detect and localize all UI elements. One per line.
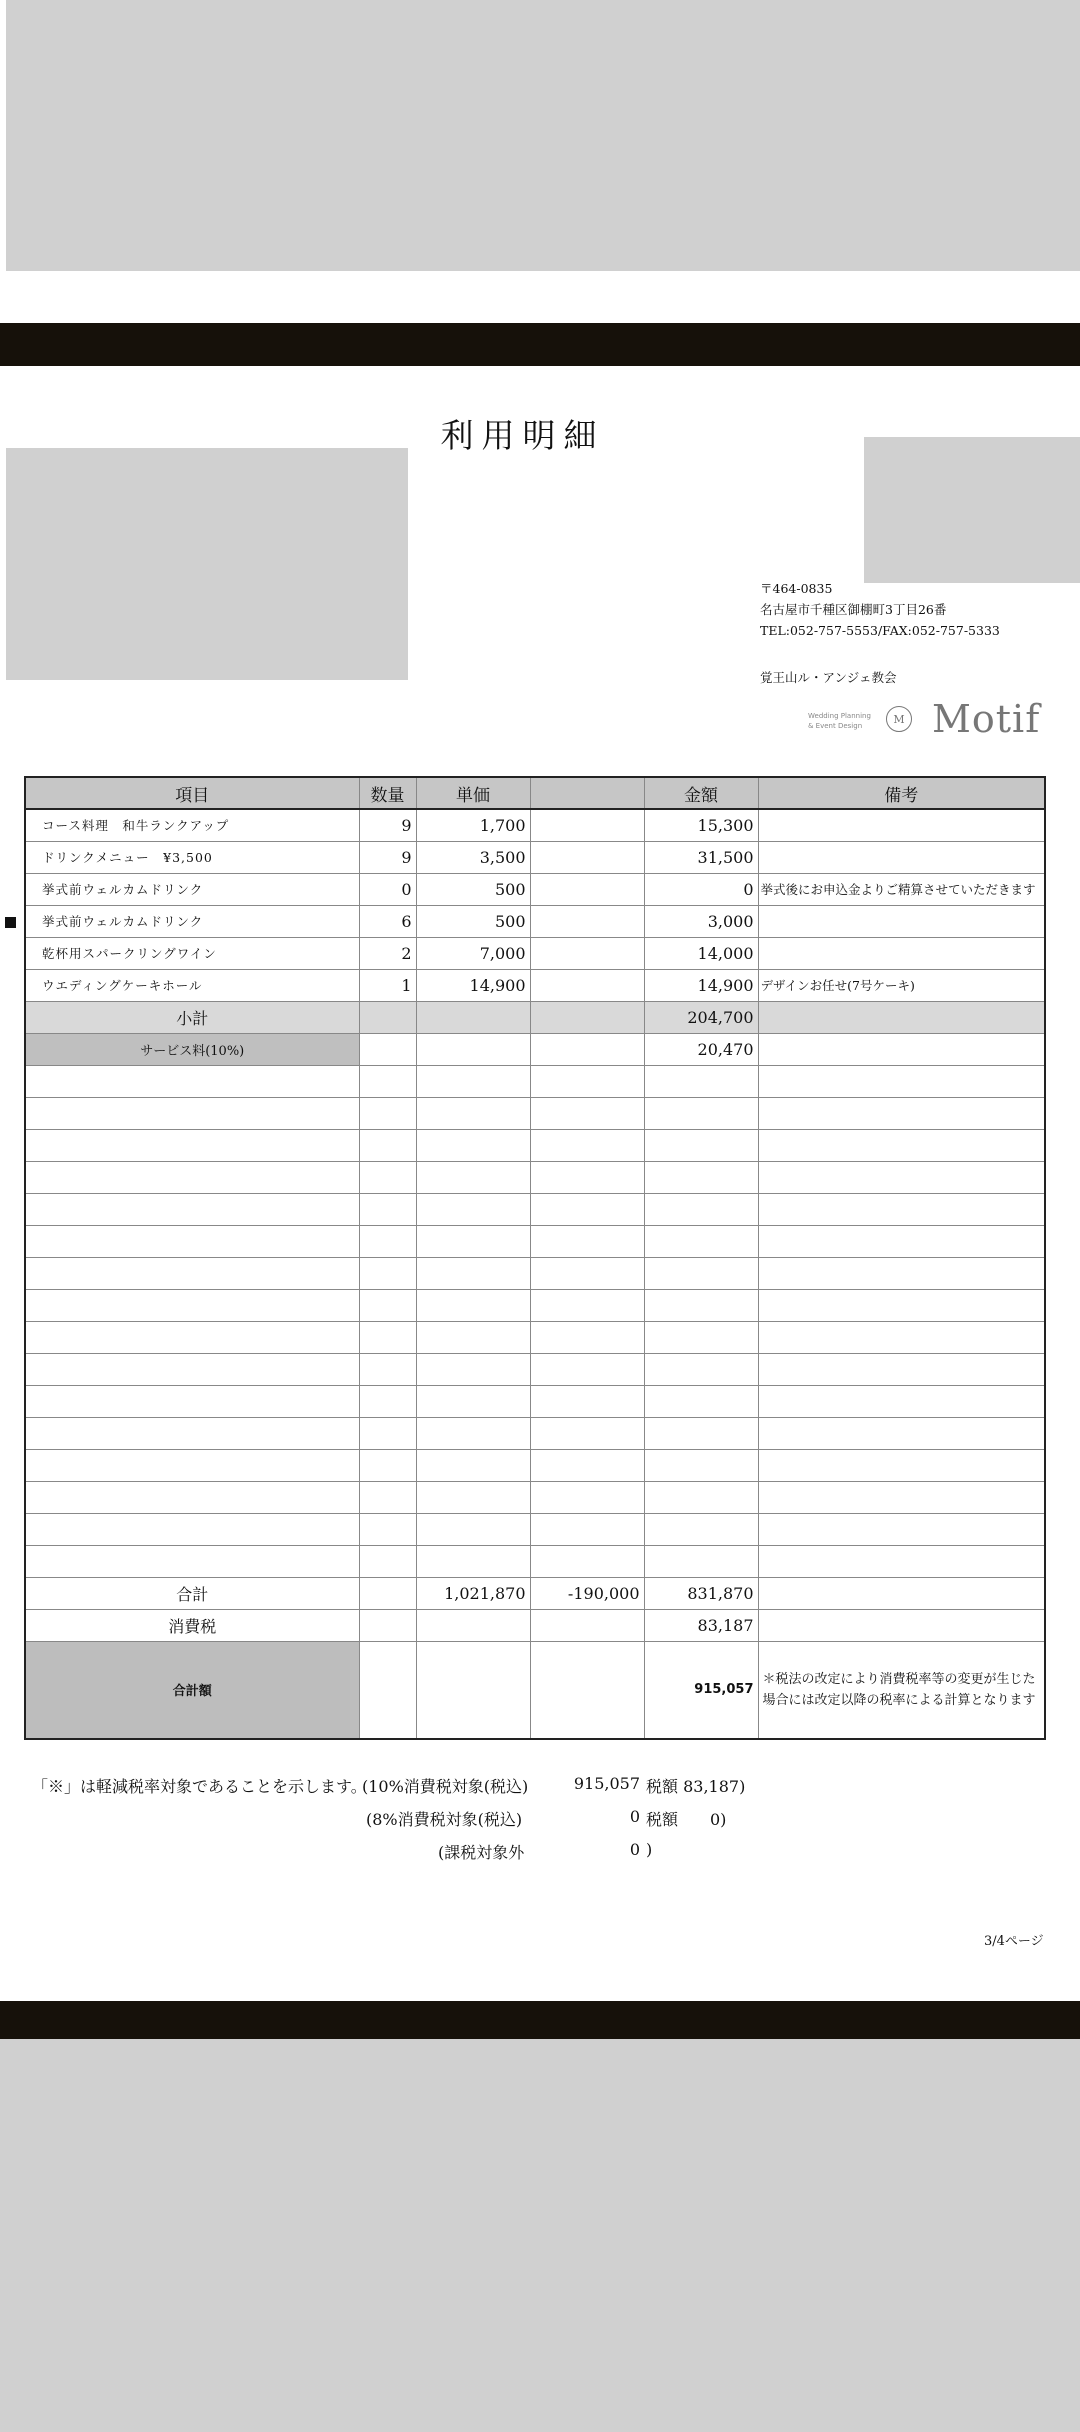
empty-cell: [758, 1577, 1045, 1609]
subtotal-row: [25, 1001, 1045, 1033]
table-header-row: [25, 777, 1045, 809]
empty-cell: [644, 1289, 758, 1321]
item-unit-price: 7,000: [416, 937, 530, 969]
table-row: [25, 873, 1045, 905]
empty-cell: [758, 1353, 1045, 1385]
empty-cell: [25, 1257, 359, 1289]
header-adjustment: [530, 777, 644, 809]
blank-row: [25, 1417, 1045, 1449]
empty-cell: [25, 1321, 359, 1353]
logo-tagline-1: Wedding Planning: [808, 712, 871, 720]
logo-tagline: [808, 711, 871, 731]
empty-cell: [758, 1097, 1045, 1129]
empty-cell: [359, 1033, 416, 1065]
item-amount: 14,000: [644, 937, 758, 969]
item-note: [758, 809, 1045, 841]
empty-cell: [359, 1609, 416, 1641]
empty-cell: [758, 1289, 1045, 1321]
empty-cell: [530, 1321, 644, 1353]
empty-cell: [416, 1129, 530, 1161]
empty-cell: [758, 1417, 1045, 1449]
blank-row: [25, 1545, 1045, 1577]
logo-tagline-2: & Event Design: [808, 722, 863, 730]
item-amount: 15,300: [644, 809, 758, 841]
tax-amount: 83,187: [644, 1609, 758, 1641]
empty-cell: [359, 1225, 416, 1257]
empty-cell: [530, 1545, 644, 1577]
empty-cell: [359, 1257, 416, 1289]
header-unit-price: 単価: [416, 777, 530, 809]
empty-cell: [530, 1289, 644, 1321]
empty-cell: [644, 1353, 758, 1385]
bottom-divider-band: [0, 2001, 1080, 2039]
empty-cell: [758, 1609, 1045, 1641]
item-adjustment: [530, 809, 644, 841]
empty-cell: [359, 1321, 416, 1353]
empty-cell: [416, 1641, 530, 1739]
grand-total-label: 合計額: [25, 1641, 359, 1739]
logo-mark-icon: M: [886, 706, 912, 732]
empty-cell: [416, 1001, 530, 1033]
blank-row: [25, 1193, 1045, 1225]
blank-row: [25, 1225, 1045, 1257]
page-title: 利用明細: [440, 416, 605, 455]
empty-cell: [416, 1097, 530, 1129]
empty-cell: [416, 1033, 530, 1065]
item-adjustment: [530, 937, 644, 969]
empty-cell: [530, 1161, 644, 1193]
empty-cell: [530, 1001, 644, 1033]
item-unit-price: 500: [416, 905, 530, 937]
table-row: [25, 937, 1045, 969]
blank-row: [25, 1449, 1045, 1481]
tax-row: [25, 1609, 1045, 1641]
empty-cell: [644, 1321, 758, 1353]
subtotal-label: 小計: [25, 1001, 359, 1033]
item-adjustment: [530, 969, 644, 1001]
empty-cell: [416, 1161, 530, 1193]
tax-label: 消費税: [25, 1609, 359, 1641]
empty-cell: [416, 1385, 530, 1417]
item-qty: 9: [359, 809, 416, 841]
street-address: 名古屋市千種区御棚町3丁目26番: [760, 602, 947, 617]
usage-detail-table: [24, 776, 1046, 1740]
empty-cell: [359, 1161, 416, 1193]
empty-cell: [530, 1641, 644, 1739]
venue-name: 覚王山ル・アンジェ教会: [760, 670, 897, 685]
item-adjustment: [530, 873, 644, 905]
empty-cell: [758, 1193, 1045, 1225]
top-divider-band: [0, 323, 1080, 366]
company-logo: [808, 697, 1041, 745]
blank-row: [25, 1257, 1045, 1289]
empty-cell: [530, 1417, 644, 1449]
blank-row: [25, 1513, 1045, 1545]
header-qty: 数量: [359, 777, 416, 809]
tax10-label: (10%消費税対象(税込): [362, 1777, 529, 1796]
total-unit: 1,021,870: [416, 1577, 530, 1609]
row-marker: [5, 917, 16, 928]
redacted-footer-area: [0, 2039, 1080, 2432]
table-row: [25, 969, 1045, 1001]
non-taxable-value: 0: [629, 1840, 640, 1859]
empty-cell: [25, 1097, 359, 1129]
non-taxable-label: (課税対象外: [438, 1843, 525, 1862]
empty-cell: [758, 1321, 1045, 1353]
blank-row: [25, 1161, 1045, 1193]
empty-cell: [25, 1289, 359, 1321]
empty-cell: [359, 1289, 416, 1321]
item-unit-price: 14,900: [416, 969, 530, 1001]
empty-cell: [758, 1033, 1045, 1065]
empty-cell: [416, 1545, 530, 1577]
item-unit-price: 1,700: [416, 809, 530, 841]
empty-cell: [530, 1065, 644, 1097]
empty-cell: [359, 1129, 416, 1161]
empty-cell: [530, 1449, 644, 1481]
empty-cell: [758, 1449, 1045, 1481]
empty-cell: [758, 1481, 1045, 1513]
item-qty: 1: [359, 969, 416, 1001]
postal-code: 〒464-0835: [760, 581, 833, 596]
empty-cell: [25, 1513, 359, 1545]
empty-cell: [359, 1545, 416, 1577]
empty-cell: [25, 1161, 359, 1193]
item-amount: 3,000: [644, 905, 758, 937]
item-adjustment: [530, 905, 644, 937]
empty-cell: [530, 1225, 644, 1257]
empty-cell: [359, 1001, 416, 1033]
item-amount: 31,500: [644, 841, 758, 873]
empty-cell: [25, 1481, 359, 1513]
blank-row: [25, 1129, 1045, 1161]
header-amount: 金額: [644, 777, 758, 809]
tax8-tax: 税額 0): [646, 1810, 727, 1829]
subtotal-amount: 204,700: [644, 1001, 758, 1033]
empty-cell: [530, 1481, 644, 1513]
empty-cell: [530, 1513, 644, 1545]
item-amount: 0: [644, 873, 758, 905]
blank-row: [25, 1289, 1045, 1321]
empty-cell: [359, 1641, 416, 1739]
blank-row: [25, 1065, 1045, 1097]
reduced-tax-note: 「※」は軽減税率対象であることを示します。: [32, 1777, 367, 1796]
empty-cell: [644, 1161, 758, 1193]
empty-cell: [416, 1513, 530, 1545]
service-label: サービス料(10%): [25, 1033, 359, 1065]
empty-cell: [359, 1097, 416, 1129]
empty-cell: [644, 1225, 758, 1257]
item-unit-price: 500: [416, 873, 530, 905]
empty-cell: [359, 1385, 416, 1417]
empty-cell: [416, 1065, 530, 1097]
non-taxable-close: ): [646, 1840, 653, 1859]
item-name: ドリンクメニュー ¥3,500: [25, 841, 359, 873]
empty-cell: [758, 1225, 1045, 1257]
empty-cell: [416, 1417, 530, 1449]
empty-cell: [530, 1609, 644, 1641]
empty-cell: [644, 1385, 758, 1417]
item-name: 挙式前ウェルカムドリンク: [25, 905, 359, 937]
empty-cell: [359, 1353, 416, 1385]
empty-cell: [359, 1193, 416, 1225]
empty-cell: [644, 1513, 758, 1545]
service-row: [25, 1033, 1045, 1065]
phone-fax: TEL:052-757-5553/FAX:052-757-5333: [760, 623, 1000, 638]
item-note: デザインお任せ(7号ケーキ): [758, 969, 1045, 1001]
redacted-stamp-area: [864, 437, 1080, 583]
item-note: [758, 905, 1045, 937]
grand-total-row: [25, 1641, 1045, 1739]
table-row: [25, 905, 1045, 937]
empty-cell: [25, 1225, 359, 1257]
empty-cell: [644, 1129, 758, 1161]
item-qty: 0: [359, 873, 416, 905]
tax10-tax: 税額 83,187): [646, 1777, 746, 1796]
empty-cell: [359, 1577, 416, 1609]
empty-cell: [644, 1097, 758, 1129]
empty-cell: [25, 1193, 359, 1225]
empty-cell: [530, 1097, 644, 1129]
empty-cell: [25, 1353, 359, 1385]
empty-cell: [644, 1481, 758, 1513]
item-note: 挙式後にお申込金よりご精算させていただきます: [758, 873, 1045, 905]
item-qty: 6: [359, 905, 416, 937]
empty-cell: [758, 1001, 1045, 1033]
empty-cell: [758, 1065, 1045, 1097]
empty-cell: [530, 1129, 644, 1161]
item-amount: 14,900: [644, 969, 758, 1001]
blank-row: [25, 1385, 1045, 1417]
logo-name: Motif: [932, 697, 1041, 741]
grand-total-amount: 915,057: [644, 1641, 758, 1739]
empty-cell: [644, 1257, 758, 1289]
empty-cell: [416, 1609, 530, 1641]
item-name: ウエディングケーキホール: [25, 969, 359, 1001]
empty-cell: [644, 1449, 758, 1481]
empty-cell: [758, 1385, 1045, 1417]
tax8-label: (8%消費税対象(税込): [366, 1810, 523, 1829]
table-row: [25, 841, 1045, 873]
empty-cell: [530, 1193, 644, 1225]
empty-cell: [530, 1033, 644, 1065]
redacted-recipient-block: [6, 448, 408, 680]
empty-cell: [25, 1065, 359, 1097]
item-adjustment: [530, 841, 644, 873]
item-note: [758, 841, 1045, 873]
empty-cell: [416, 1481, 530, 1513]
empty-cell: [359, 1481, 416, 1513]
empty-cell: [416, 1289, 530, 1321]
empty-cell: [758, 1545, 1045, 1577]
empty-cell: [416, 1321, 530, 1353]
item-unit-price: 3,500: [416, 841, 530, 873]
empty-cell: [758, 1257, 1045, 1289]
item-qty: 9: [359, 841, 416, 873]
header-item: 項目: [25, 777, 359, 809]
empty-cell: [25, 1385, 359, 1417]
redacted-header-area: [6, 0, 1080, 271]
blank-row: [25, 1481, 1045, 1513]
grand-total-note: ＊税法の改定により消費税率等の変更が生じた場合には改定以降の税率による計算となります: [758, 1641, 1045, 1739]
empty-cell: [25, 1129, 359, 1161]
empty-cell: [758, 1513, 1045, 1545]
blank-row: [25, 1321, 1045, 1353]
item-note: [758, 937, 1045, 969]
empty-cell: [25, 1417, 359, 1449]
empty-cell: [416, 1193, 530, 1225]
empty-cell: [359, 1513, 416, 1545]
empty-cell: [758, 1129, 1045, 1161]
empty-cell: [416, 1257, 530, 1289]
empty-cell: [359, 1417, 416, 1449]
tax10-value: 915,057: [573, 1774, 640, 1793]
empty-cell: [644, 1065, 758, 1097]
empty-cell: [359, 1065, 416, 1097]
item-name: コース料理 和牛ランクアップ: [25, 809, 359, 841]
empty-cell: [359, 1449, 416, 1481]
total-label: 合計: [25, 1577, 359, 1609]
item-qty: 2: [359, 937, 416, 969]
blank-row: [25, 1097, 1045, 1129]
blank-row: [25, 1353, 1045, 1385]
empty-cell: [644, 1417, 758, 1449]
empty-cell: [25, 1449, 359, 1481]
total-row: [25, 1577, 1045, 1609]
total-adjustment: -190,000: [530, 1577, 644, 1609]
empty-cell: [530, 1353, 644, 1385]
table-row: [25, 809, 1045, 841]
total-amount: 831,870: [644, 1577, 758, 1609]
item-name: 乾杯用スパークリングワイン: [25, 937, 359, 969]
empty-cell: [416, 1225, 530, 1257]
service-amount: 20,470: [644, 1033, 758, 1065]
empty-cell: [530, 1257, 644, 1289]
empty-cell: [644, 1545, 758, 1577]
empty-cell: [530, 1385, 644, 1417]
page-number: 3/4ページ: [984, 1934, 1044, 1949]
empty-cell: [416, 1449, 530, 1481]
tax8-value: 0: [629, 1807, 640, 1826]
empty-cell: [758, 1161, 1045, 1193]
empty-cell: [416, 1353, 530, 1385]
header-notes: 備考: [758, 777, 1045, 809]
item-name: 挙式前ウェルカムドリンク: [25, 873, 359, 905]
empty-cell: [25, 1545, 359, 1577]
empty-cell: [644, 1193, 758, 1225]
